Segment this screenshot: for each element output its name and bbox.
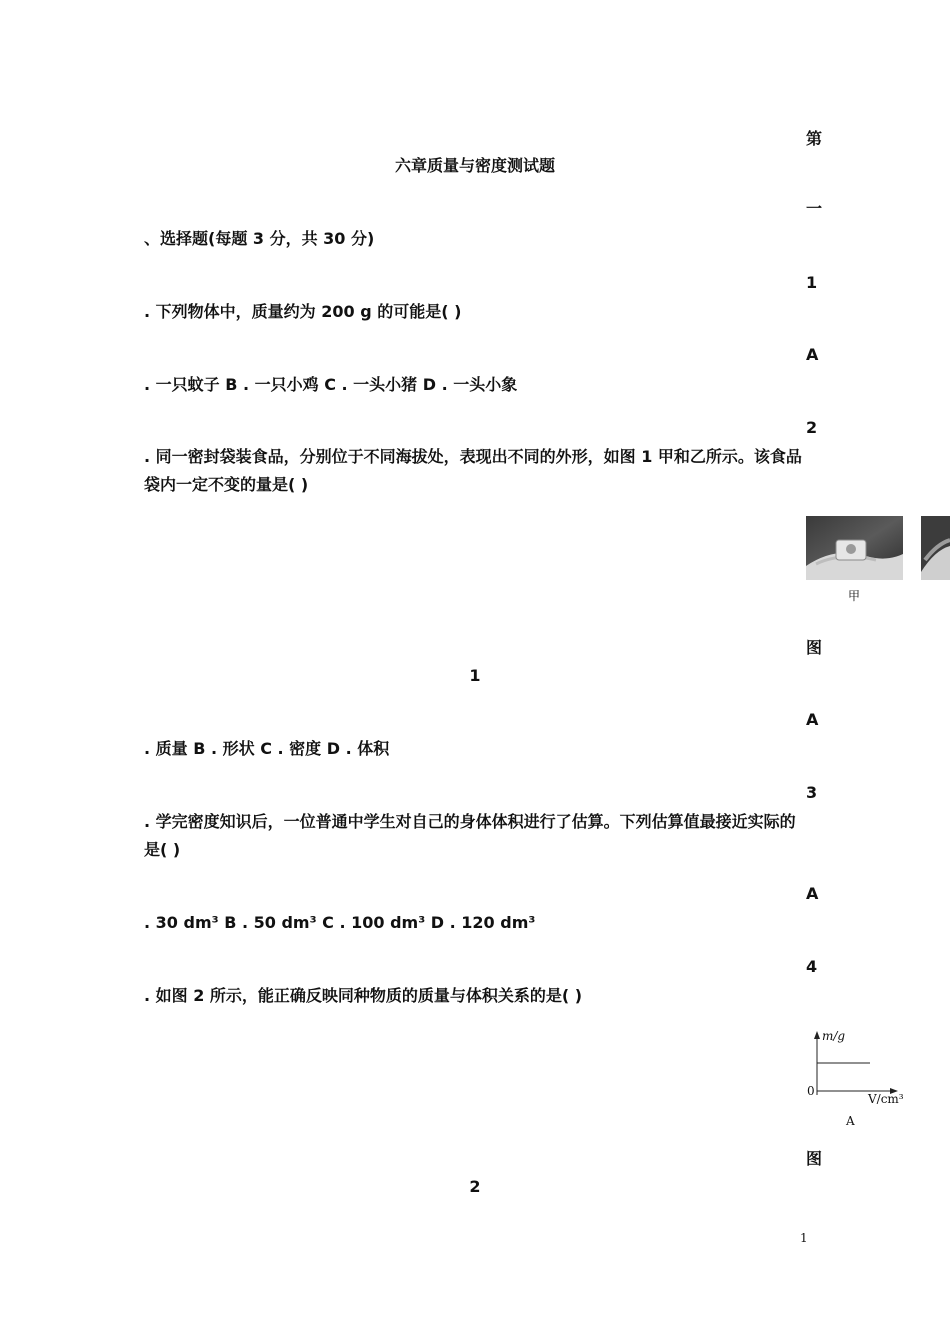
section-heading: 、选择题(每题 3 分，共 30 分): [144, 229, 375, 248]
figure-2-x-label: V/cm³: [868, 1092, 904, 1106]
margin-text: 2: [806, 418, 818, 437]
question-4-stem: . 如图 2 所示，能正确反映同种物质的质量与体积关系的是( ): [144, 986, 583, 1005]
margin-text: A: [806, 710, 819, 729]
question-1-stem: . 下列物体中，质量约为 200 g 的可能是( ): [144, 302, 462, 321]
margin-text: A: [806, 884, 819, 903]
figure-1-number: 1: [469, 666, 481, 685]
question-3-options: . 30 dm³ B . 50 dm³ C . 100 dm³ D . 120 dm³: [144, 913, 536, 932]
margin-text: 1: [806, 273, 818, 292]
question-2-options: . 质量 B . 形状 C . 密度 D . 体积: [144, 739, 390, 758]
margin-text: 4: [806, 957, 818, 976]
page-title: 六章质量与密度测试题: [394, 156, 555, 175]
figure-2-option-label: A: [846, 1114, 855, 1128]
figure-1-photo-jia: [806, 516, 903, 580]
margin-text: 一: [806, 199, 823, 218]
figure-2-origin: 0: [807, 1084, 815, 1098]
page-number: 1: [800, 1231, 808, 1245]
margin-text: A: [806, 345, 819, 364]
figure-2-y-label: m/g: [822, 1029, 846, 1043]
figure-2-number: 2: [469, 1177, 481, 1196]
y-axis-arrow: [814, 1031, 820, 1039]
question-3-stem: . 学完密度知识后，一位普通中学生对自己的身体体积进行了估算。下列估算值最接近实际的是( ): [144, 812, 796, 859]
margin-text: 图: [806, 638, 823, 657]
margin-text: 3: [806, 783, 818, 802]
figure-1-photo-yi: [921, 516, 950, 580]
question-1-options: . 一只蚊子 B . 一只小鸡 C . 一头小猪 D . 一头小象: [144, 375, 518, 394]
margin-text: 第: [806, 129, 823, 148]
question-2-stem: . 同一密封袋装食品，分别位于不同海拔处，表现出不同的外形，如图 1 甲和乙所示。该食品袋内一定不变的量是( ): [144, 447, 802, 494]
margin-text: 图: [806, 1149, 823, 1168]
figure-1-label-jia: 甲: [848, 589, 861, 603]
